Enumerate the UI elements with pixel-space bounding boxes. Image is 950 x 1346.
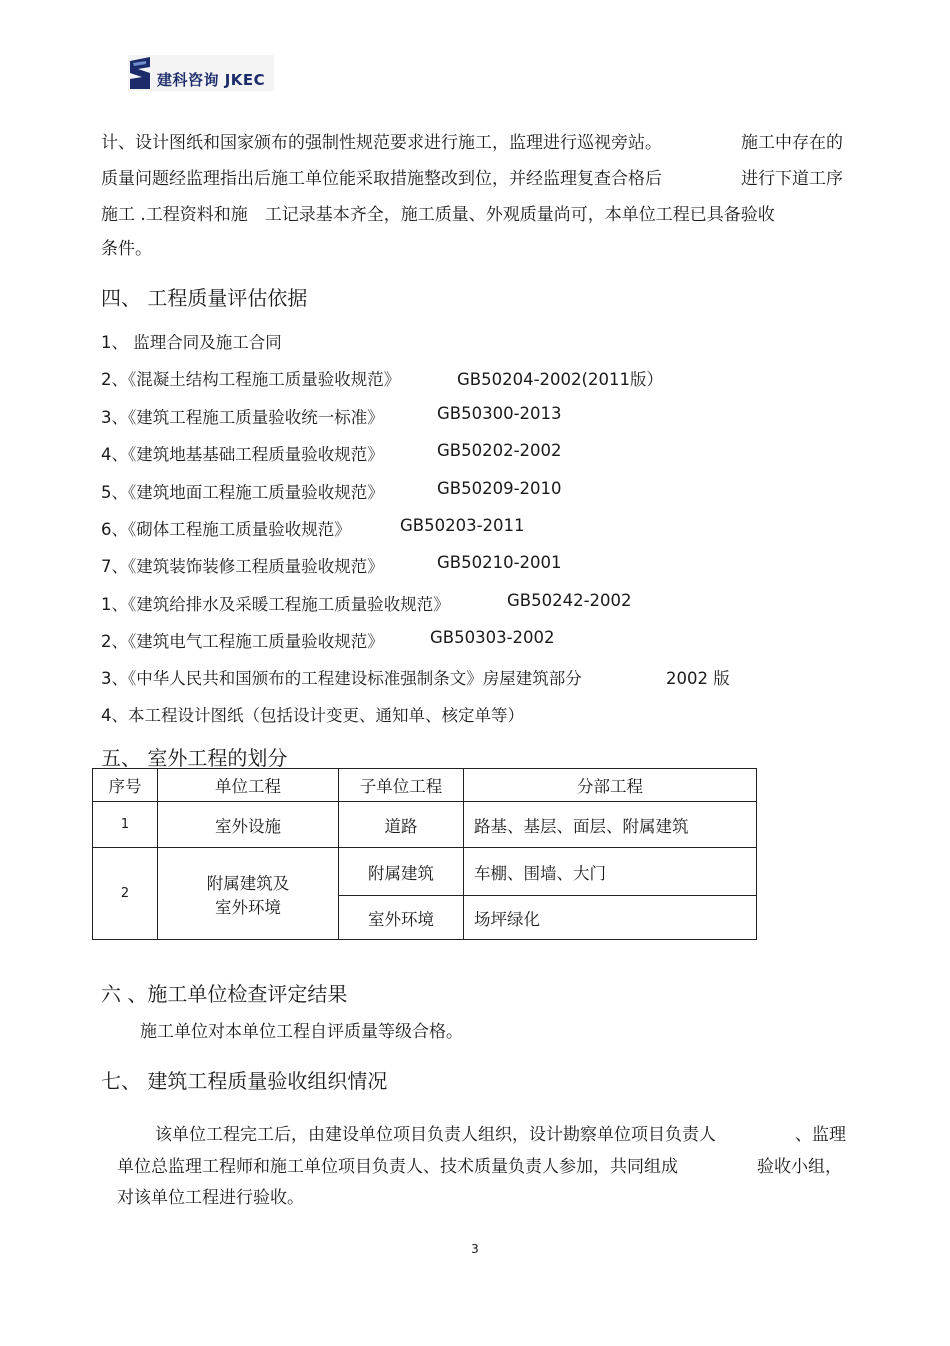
section-6-heading: 六 、施工单位检查评定结果 — [101, 982, 348, 1006]
basis-item-2: 2、《混凝土结构工程施工质量验收规范》 — [101, 370, 401, 389]
section-4-heading: 四、 工程质量评估依据 — [101, 286, 308, 310]
basis-item-8-code: GB50242-2002 — [507, 591, 632, 610]
table-header-row — [93, 769, 757, 802]
table-cell-part: 路基、基层、面层、附属建筑 — [464, 802, 757, 848]
table-cell-part: 场坪绿化 — [464, 896, 757, 940]
table-header-cell: 分部工程 — [464, 769, 757, 802]
basis-item-3: 3、《建筑工程施工质量验收统一标准》 — [101, 408, 384, 427]
section-5-heading: 五、 室外工程的划分 — [101, 746, 288, 770]
table-header-cell: 单位工程 — [158, 769, 339, 802]
basis-item-10: 3、《中华人民共和国颁布的工程建设标准强制条文》房屋建筑部分 — [101, 669, 582, 688]
basis-item-2-code: GB50204-2002(2011版） — [457, 370, 663, 389]
division-table — [92, 768, 757, 940]
basis-item-3-code: GB50300-2013 — [437, 404, 562, 423]
section-7-line-1: 该单位工程完工后，由建设单位项目负责人组织，设计勘察单位项目负责人 — [155, 1125, 716, 1145]
table-row — [93, 848, 757, 896]
unit-line-1: 附属建筑及 — [206, 873, 290, 893]
section-7-line-1-tail: 、监理 — [795, 1125, 846, 1145]
table-header-cell: 序号 — [93, 769, 158, 802]
basis-item-4-code: GB50202-2002 — [437, 441, 562, 460]
section-6-text: 施工单位对本单位工程自评质量等级合格。 — [140, 1022, 463, 1042]
basis-item-11: 4、本工程设计图纸（包括设计变更、通知单、核定单等） — [101, 706, 524, 725]
basis-item-7: 7、《建筑装饰装修工程质量验收规范》 — [101, 557, 384, 576]
basis-item-10-code: 2002 版 — [666, 669, 730, 688]
table-header-cell: 子单位工程 — [339, 769, 464, 802]
basis-item-6-code: GB50203-2011 — [400, 516, 525, 535]
table-cell-sub: 室外环境 — [339, 896, 464, 940]
intro-line-1: 计、设计图纸和国家颁布的强制性规范要求进行施工，监理进行巡视旁站。 — [101, 133, 662, 153]
table-cell-no: 1 — [93, 802, 158, 848]
intro-line-1-tail: 施工中存在的 — [741, 133, 843, 153]
logo-text: 建科咨询 JKEC — [157, 71, 266, 89]
basis-item-9-code: GB50303-2002 — [430, 628, 555, 647]
table-cell-unit: 室外设施 — [158, 802, 339, 848]
table-cell-unit — [158, 848, 339, 940]
unit-line-2: 室外环境 — [215, 897, 281, 917]
basis-item-5-code: GB50209-2010 — [437, 479, 562, 498]
section-7-heading: 七、 建筑工程质量验收组织情况 — [101, 1069, 388, 1093]
table-cell-sub: 附属建筑 — [339, 848, 464, 896]
section-7-line-3: 对该单位工程进行验收。 — [117, 1188, 304, 1208]
intro-line-2-tail: 进行下道工序 — [741, 169, 843, 189]
table-row — [93, 802, 757, 848]
basis-item-4: 4、《建筑地基基础工程质量验收规范》 — [101, 445, 384, 464]
table-cell-part: 车棚、围墙、大门 — [464, 848, 757, 896]
table-cell-no: 2 — [93, 848, 158, 940]
basis-item-8: 1、《建筑给排水及采暖工程施工质量验收规范》 — [101, 595, 450, 614]
intro-line-4: 条件。 — [101, 239, 152, 259]
basis-item-9: 2、《建筑电气工程施工质量验收规范》 — [101, 632, 384, 651]
basis-item-1: 1、 监理合同及施工合同 — [101, 333, 282, 352]
table-cell-sub: 道路 — [339, 802, 464, 848]
page-number: 3 — [471, 1242, 479, 1256]
basis-item-6: 6、《砌体工程施工质量验收规范》 — [101, 520, 351, 539]
basis-item-7-code: GB50210-2001 — [437, 553, 562, 572]
section-7-line-2-tail: 验收小组， — [757, 1157, 842, 1177]
basis-item-5: 5、《建筑地面工程施工质量验收规范》 — [101, 483, 384, 502]
intro-line-2: 质量问题经监理指出后施工单位能采取措施整改到位，并经监理复查合格后 — [101, 169, 662, 189]
section-7-line-2: 单位总监理工程师和施工单位项目负责人、技术质量负责人参加，共同组成 — [117, 1157, 678, 1177]
intro-line-3: 施工 .工程资料和施 工记录基本齐全，施工质量、外观质量尚可，本单位工程已具备验收 — [101, 205, 775, 225]
